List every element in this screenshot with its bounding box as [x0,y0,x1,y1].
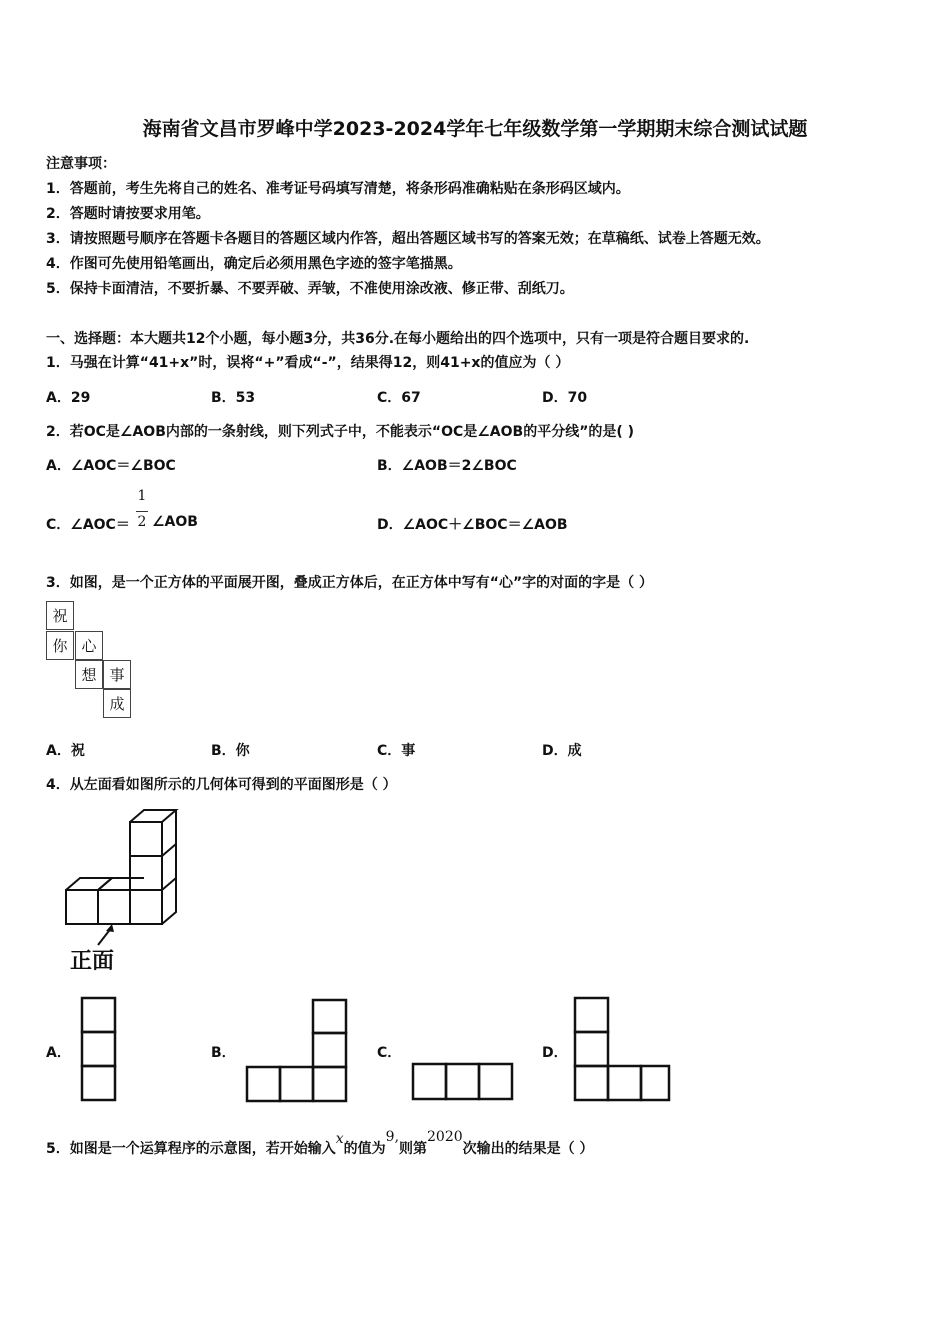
q5-stem-mid: 的值为 [343,1141,386,1157]
option-a-figure [80,996,120,1106]
notice-item: 5．保持卡面清洁，不要折暴、不要弄破、弄皱，不准使用涂改液、修正带、刮纸刀。 [46,281,574,297]
q3-option-c: C．事 [377,743,416,759]
page-title: 海南省文昌市罗峰中学2023-2024学年七年级数学第一学期期末综合测试试题 [142,118,808,140]
front-label: 正面 [70,949,115,974]
q5-var: x [335,1131,344,1147]
option-c-figure [411,1062,515,1104]
net-cell: 你 [46,631,74,660]
q3-stem: 3．如图，是一个正方体的平面展开图，叠成正方体后，在正方体中写有“心”字的对面的字是（ ） [46,575,654,591]
q2-option-b: B．∠AOB＝2∠BOC [377,458,517,474]
cube-net-figure [46,601,132,719]
q2-option-c: C．∠AOC＝ [46,517,130,533]
notice-item: 1．答题前，考生先将自己的姓名、准考证号码填写清楚，将条形码准确粘贴在条形码区域内。 [46,181,630,197]
notice-item: 3．请按照题号顺序在答题卡各题目的答题区域内作答，超出答题区域书写的答案无效；在草稿纸、试卷上答题无效。 [46,231,770,247]
net-cell: 想 [75,660,103,689]
q5-stem-start: 5．如图是一个运算程序的示意图，若开始输入 [46,1141,336,1157]
q1-option-a: A．29 [46,390,91,406]
notice-item: 4．作图可先使用铅笔画出，确定后必须用黑色字迹的签字笔描黑。 [46,256,462,272]
net-cell: 祝 [46,601,74,630]
q5-value: 9, [385,1129,400,1145]
q2-option-a: A．∠AOC＝∠BOC [46,458,176,474]
q2-option-d: D．∠AOC＋∠BOC＝∠AOB [377,517,568,533]
section-heading: 一、选择题：本大题共12个小题，每小题3分，共36分.在每小题给出的四个选项中，只有一项是符合题目要求的. [46,331,750,347]
q4-stem: 4．从左面看如图所示的几何体可得到的平面图形是（ ） [46,777,397,793]
q2-option-c-tail: ∠AOB [152,514,198,530]
option-b-figure [245,998,355,1106]
q1-option-d: D．70 [542,390,588,406]
option-d-figure [573,996,677,1104]
q4-option-a: A． [46,1045,71,1061]
q3-option-d: D．成 [542,743,582,759]
cube-stack-figure [46,805,196,975]
notice-item: 2．答题时请按要求用笔。 [46,206,210,222]
q5-iteration: 2020 [427,1129,463,1145]
q2-stem: 2．若OC是∠AOB内部的一条射线，则下列式子中，不能表示“OC是∠AOB的平分线”的是( ) [46,424,635,440]
q4-option-b: B． [211,1045,236,1061]
q1-stem: 1．马强在计算“41+x”时，误将“+”看成“-”，结果得12，则41+x的值应为（ ） [46,355,570,371]
q5-stem [46,1129,594,1158]
q4-option-c: C． [377,1045,402,1061]
fraction-numerator: 1 [137,488,147,504]
q5-stem-end: 次输出的结果是（ ） [462,1141,594,1157]
q3-option-a: A．祝 [46,743,85,759]
q1-option-c: C．67 [377,390,421,406]
notice-heading: 注意事项： [46,156,116,172]
net-cell: 成 [103,689,131,718]
q5-stem-mid2: 则第 [399,1141,428,1157]
fraction-denominator: 2 [137,514,147,530]
net-cell: 心 [75,631,103,660]
q3-option-b: B．你 [211,743,250,759]
q1-option-b: B．53 [211,390,256,406]
fraction-bar [136,511,148,512]
net-cell: 事 [103,660,131,689]
q4-option-d: D． [542,1045,568,1061]
